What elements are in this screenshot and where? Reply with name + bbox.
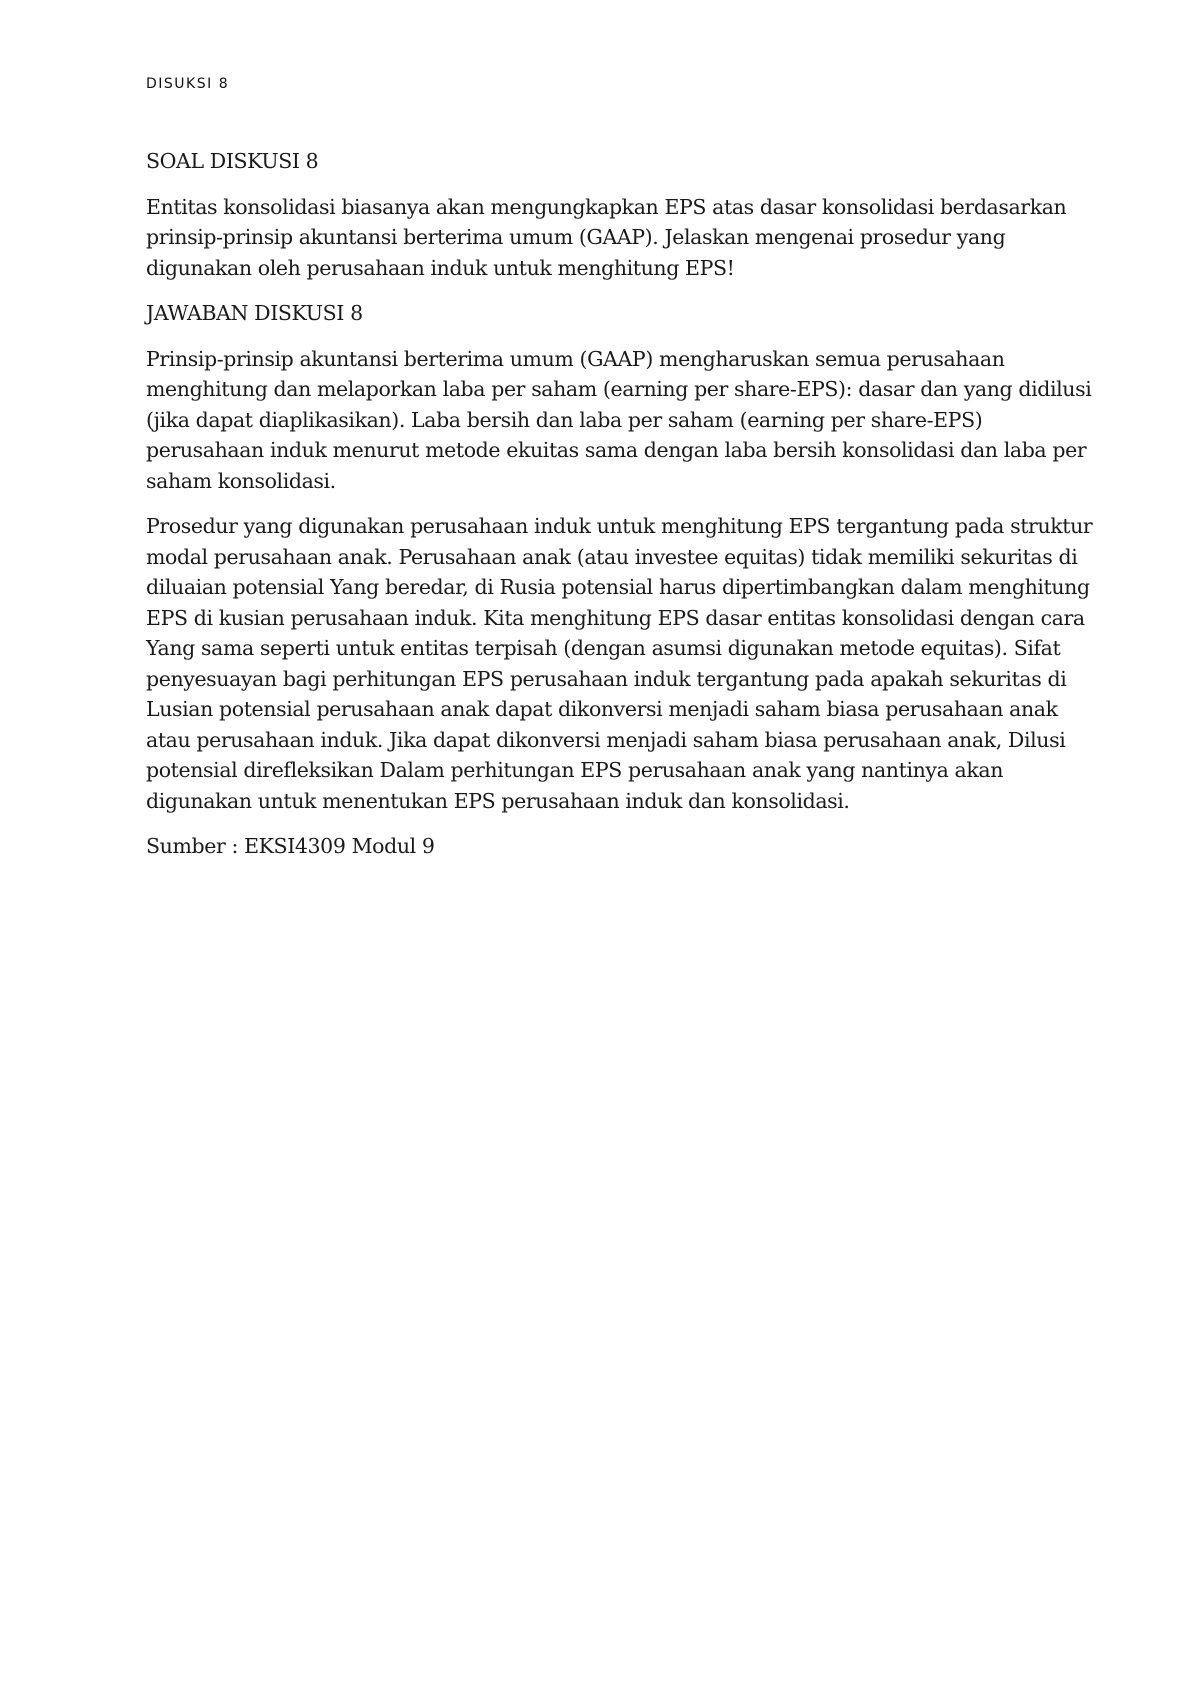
answer-line: Yang sama seperti untuk entitas terpisah (dengan asumsi digunakan metode equitas). Sifat xyxy=(146,636,1061,660)
answer-line: modal perusahaan anak. Perusahaan anak (atau investee equitas) tidak memiliki sekuritas di xyxy=(146,544,1078,569)
answer-line: digunakan untuk menentukan EPS perusahaan induk dan konsolidasi. xyxy=(146,788,850,813)
answer-line: perusahaan induk menurut metode ekuitas sama dengan laba bersih konsolidasi dan laba per xyxy=(146,438,1087,462)
answer-line: penyesuayan bagi perhitungan EPS perusahaan induk tergantung pada apakah sekuritas di xyxy=(146,666,1067,691)
answer-line: Prinsip-prinsip akuntansi berterima umum (GAAP) mengharuskan semua perusahaan xyxy=(146,346,1005,371)
question-paragraph xyxy=(146,192,1071,284)
question-line: prinsip-prinsip akuntansi berterima umum (GAAP). Jelaskan mengenai prosedur yang xyxy=(146,225,1006,249)
question-heading: SOAL DISKUSI 8 xyxy=(146,149,319,173)
answer-line: Lusian potensial perusahaan anak dapat dikonversi menjadi saham biasa perusahaan anak xyxy=(146,697,1058,721)
answer-line: (jika dapat diaplikasikan). Laba bersih dan laba per saham (earning per share-EPS) xyxy=(146,407,983,432)
answer-line: Prosedur yang digunakan perusahaan induk untuk menghitung EPS tergantung pada struktur xyxy=(146,514,1093,538)
answer-line: menghitung dan melaporkan laba per saham (earning per share-EPS): dasar dan yang didilusi xyxy=(146,377,1092,401)
answer-line: EPS di kusian perusahaan induk. Kita menghitung EPS dasar entitas konsolidasi dengan cara xyxy=(146,605,1085,630)
source-citation: Sumber : EKSI4309 Modul 9 xyxy=(146,834,435,858)
page-header: DISUKSI 8 xyxy=(146,76,230,92)
answer-line: saham konsolidasi. xyxy=(146,468,336,493)
answer-line: potensial direfleksikan Dalam perhitungan EPS perusahaan anak yang nantinya akan xyxy=(146,758,1003,782)
question-line: digunakan oleh perusahaan induk untuk menghitung EPS! xyxy=(146,255,735,280)
document-body xyxy=(146,146,1093,877)
answer-line: diluaian potensial Yang beredar, di Rusia potensial harus dipertimbangkan dalam menghitung xyxy=(146,575,1090,599)
answer-line: atau perusahaan induk. Jika dapat dikonversi menjadi saham biasa perusahaan anak, Dilusi xyxy=(146,727,1066,752)
answer-paragraph-2 xyxy=(146,511,1093,816)
question-line: Entitas konsolidasi biasanya akan mengungkapkan EPS atas dasar konsolidasi berdasarkan xyxy=(146,194,1067,219)
answer-heading: JAWABAN DISKUSI 8 xyxy=(146,301,363,325)
answer-paragraph-1 xyxy=(146,344,1092,497)
